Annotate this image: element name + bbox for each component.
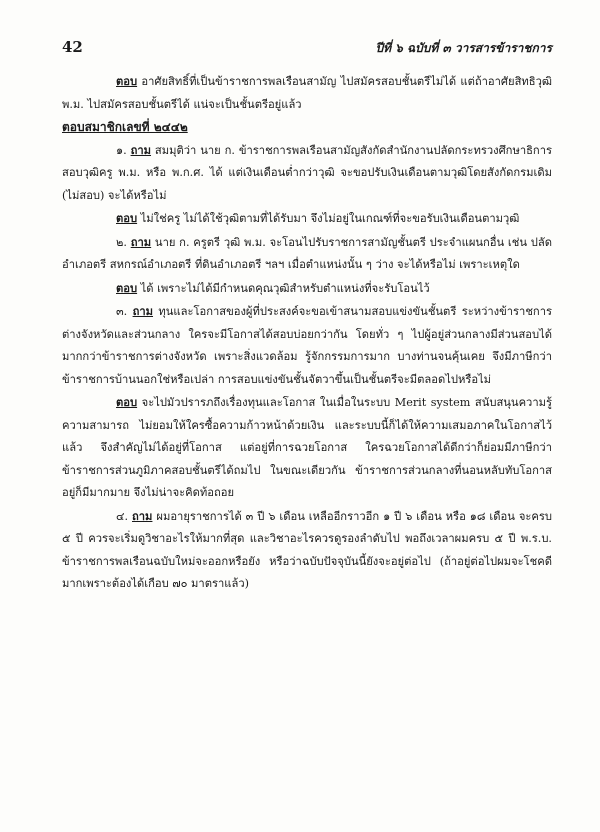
question-1 (62, 139, 552, 208)
answer-text: ได้ เพราะไม่ได้มีกำหนดคุณวุฒิสำหรับตำแหน่งที่จะรับโอนไว้ (137, 281, 430, 295)
question-label: ถาม (130, 142, 152, 157)
answer-text: ไม่ใช่ครู ไม่ได้ใช้วุฒิตามที่ได้รับมา จึงไม่อยู่ในเกณฑ์ที่จะขอรับเงินเดือนตามวุฒิ (137, 212, 520, 225)
answer-label: ตอบ (116, 74, 138, 88)
page-number: 42 (62, 38, 83, 56)
question-label: ถาม (132, 304, 154, 318)
page-header (62, 38, 552, 64)
question-label: ถาม (132, 508, 153, 523)
question-text: สมมุติว่า นาย ก. ข้าราชการพลเรือนสามัญสังกัดสำนักงานปลัดกระทรวงศึกษาธิการ สอบวุฒิครู พ.ม. หรือ พ.ก.ศ. ได้ แต่เงินเดือนต่ำกว่าวุฒิ จะขอปรับเงินเดือนตามวุฒิโดยสังกัดกรมเดิม (ไม่สอบ) จะได้หรือไม่ (62, 143, 552, 202)
answer-label: ตอบ (116, 211, 138, 225)
intro-answer (62, 70, 552, 116)
question-text: ทุนและโอกาสของผู้ที่ประสงค์จะขอเข้าสนามสอบแข่งขันชั้นตรี ระหว่างข้าราชการต่างจังหวัดและส่วนกลาง ใครจะมีโอกาสได้สอบบ่อยกว่ากัน โดยทั่ว ๆ ไปผู้อยู่ส่วนกลางมีส่วนสอบได้มากกว่าข้าราชการต่างจังหวัด เพราะสิ่งแวดล้อม รู้จักกรรมการมาก บางท่านจนคุ้นเคย จึงมีภาษีกว่าข้าราชการบ้านนอกใช่หรือเปล่า การสอบแข่งขันชั้นจัตวาขึ้นเป็นชั้นตรีจะมีตลอดไปหรือไม่ (62, 305, 552, 386)
answer-label: ตอบ (116, 280, 138, 295)
question-label: ถาม (130, 234, 152, 249)
question-text: นาย ก. ครูตรี วุฒิ พ.ม. จะโอนไปรับราชการสามัญชั้นตรี ประจำแผนกอื่น เช่น ปลัดอำเภอตรี สหกรณ์อำเภอตรี ที่ดินอำเภอตรี ฯลฯ เมื่อตำแหน่งนั้น ๆ ว่าง จะได้หรือไม่ เพราะเหตุใด (62, 235, 552, 271)
question-4 (62, 505, 552, 596)
answer-1 (62, 207, 552, 231)
question-number: ๑. (116, 143, 127, 157)
answer-3 (62, 391, 552, 505)
question-text: ผมอายุราชการได้ ๓ ปี ๖ เดือน เหลืออีกราวอีก ๑ ปี ๖ เดือน หรือ ๑๘ เดือน จะครบ ๕ ปี ควรจะเริ่มดูวิชาอะไรให้มากที่สุด และวิชาอะไรควรดูรองลำดับไป พอถึงเวลาผมครบ ๕ ปี พ.ร.บ. ข้าราชการพลเรือนฉบับใหม่จะออกหรือยัง หรือว่าฉบับปัจจุบันนี้ยังจะอยู่ต่อไป (ถ้าอยู่ต่อไปผมจะโชคดีมากเพราะต้องได้เกือบ ๗๐ มาตราแล้ว) (62, 509, 552, 590)
answer-2 (62, 277, 552, 301)
question-2 (62, 231, 552, 277)
answer-label: ตอบ (116, 395, 138, 409)
question-number: ๒. (116, 235, 127, 249)
answer-text: จะไปมัวปรารภถึงเรื่องทุนและโอกาส ในเมื่อในระบบ Merit system สนับสนุนความรู้ความสามารถ ไม่ยอมให้ใครซื้อความก้าวหน้าด้วยเงิน และระบบนี้ก็ได้ให้ความเสมอภาคในโอกาสไว้แล้ว จึงสำคัญไม่ได้อยู่ที่โอกาส แต่อยู่ที่การฉวยโอกาส ใครฉวยโอกาสได้ดีกว่าก็ย่อมมีภาษีกว่า ข้าราชการส่วนภูมิภาคสอบชั้นตรีได้ถมไป ในขณะเดียวกัน ข้าราชการส่วนกลางที่นอนหลับทับโอกาสอยู่ก็มีมากมาย จึงไม่น่าจะคิดท้อถอย (62, 396, 552, 499)
question-number: ๓. (116, 305, 128, 318)
question-3 (62, 300, 552, 391)
answer-text: อาศัยสิทธิ์ที่เป็นข้าราชการพลเรือนสามัญ ไปสมัครสอบชั้นตรีไม่ได้ แต่ถ้าอาศัยสิทธิวุฒิ พ.ม. ไปสมัครสอบชั้นตรีได้ แน่จะเป็นชั้นตรีอยู่แล้ว (62, 75, 552, 111)
running-head: ปีที่ ๖ ฉบับที่ ๓ วารสารข้าราชการ (375, 41, 552, 55)
section-heading: ตอบสมาชิกเลขที่ ๒๔๔๒ (62, 120, 188, 134)
document-body (62, 70, 552, 596)
question-number: ๔. (116, 509, 129, 523)
